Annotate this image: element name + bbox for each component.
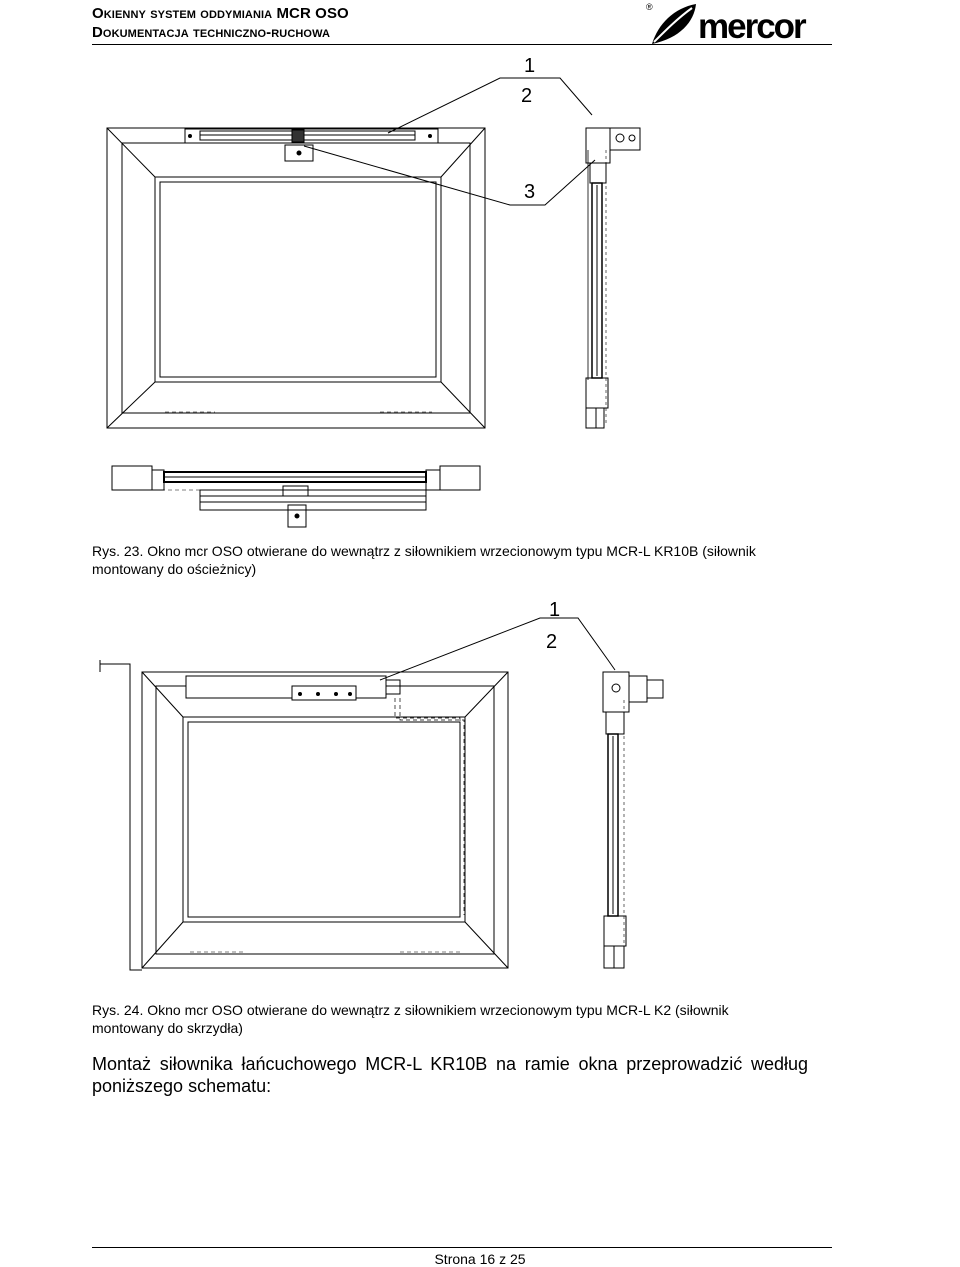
header-line-2: Dokumentacja techniczno-ruchowa: [92, 24, 330, 41]
figure-1-callout-3: 3: [524, 181, 536, 203]
figure-2-front-view: [100, 660, 508, 970]
figure-2-caption: [92, 1001, 808, 1037]
registered-mark: ®: [646, 2, 653, 12]
figure-2-section-view: [603, 672, 663, 968]
figure-2-callout-2: 2: [546, 631, 558, 653]
installation-instruction: Montaż siłownika łańcuchowego MCR-L KR10B na ramie okna przeprowadzić według poniższego schematu:: [92, 1054, 808, 1096]
figure-2-caption-line-1: Rys. 24. Okno mcr OSO otwierane do wewnątrz z siłownikiem wrzecionowym typu MCR-L K2 (siłownik: [92, 1002, 729, 1018]
logo-wordmark: mercor: [698, 7, 805, 46]
figure-1-callout-1: 1: [524, 55, 536, 77]
figure-1-caption-line-2: montowany do ościeżnicy): [92, 561, 257, 577]
figure-2-callouts: [380, 618, 615, 680]
footer-rule: [92, 1247, 832, 1248]
header-line-1: Okienny system oddymiania MCR OSO: [92, 5, 349, 22]
figure-1-callout-2: 2: [521, 85, 533, 107]
page-number: Strona 16 z 25: [434, 1251, 526, 1267]
figure-2-caption-line-2: montowany do skrzydła): [92, 1020, 243, 1036]
figure-2-callout-1: 1: [549, 599, 561, 621]
figure-1-caption-line-1: Rys. 23. Okno mcr OSO otwierane do wewnątrz z siłownikiem wrzecionowym typu MCR-L KR10B (siłownik: [92, 543, 756, 559]
